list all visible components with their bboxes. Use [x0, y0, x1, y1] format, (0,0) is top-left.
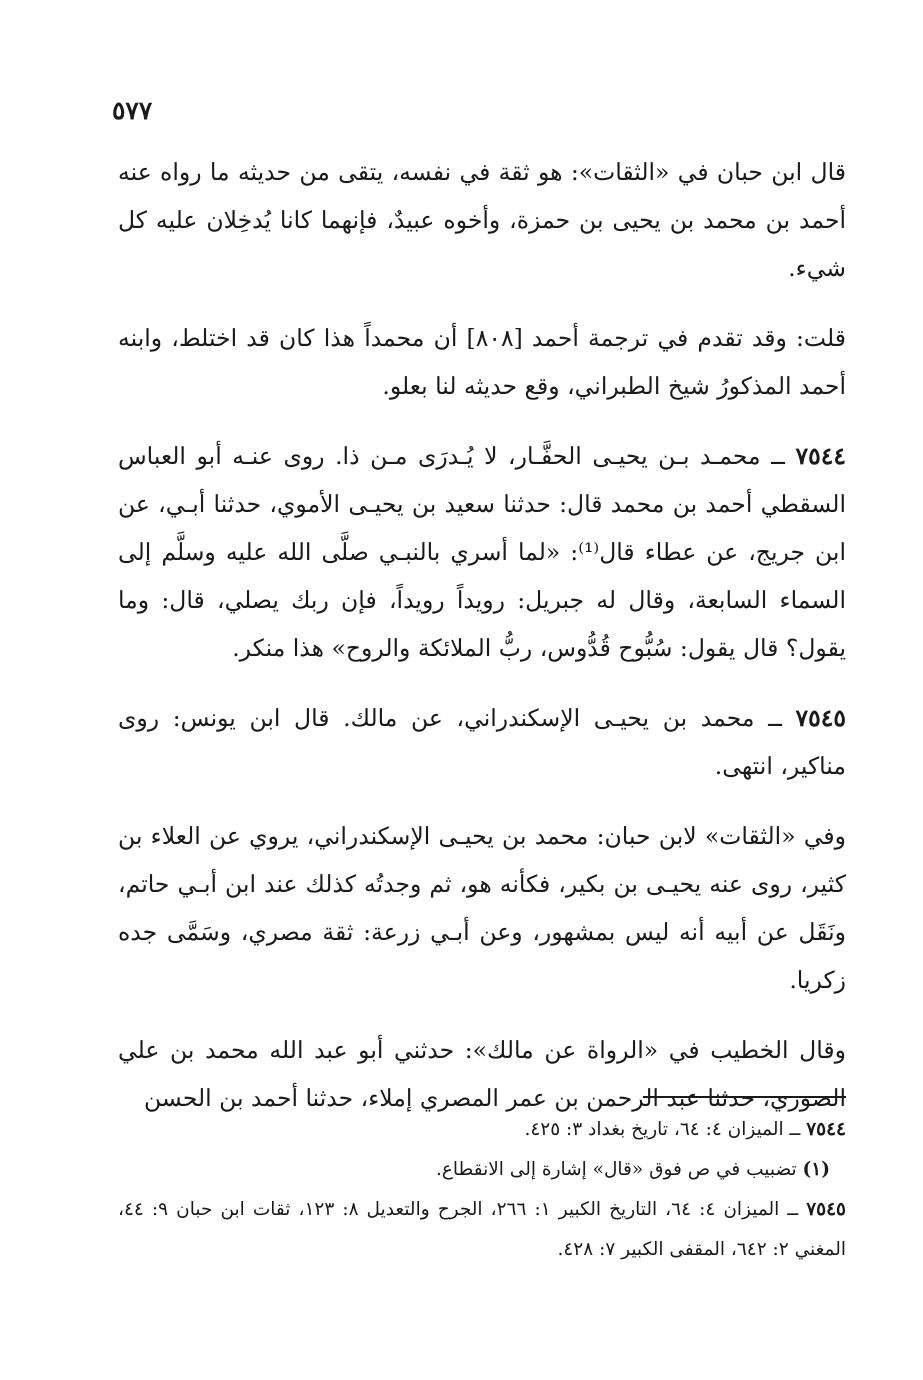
entry-number: ٧٥٤٤	[795, 442, 846, 470]
entry-7544	[118, 432, 846, 672]
entry-text: ــ محمـد بـن يحيـى الحفَّـار، لا يُـدرَى مـن ذا. روى عنـه أبو العباس السقطي أحمد بن محمد قال: حدثنا سعيد بن يحيـى الأموي، حدثنا أبـي، عن ابن جريج، عن عطاء قال⁽¹⁾: «لما أسري بالنبـي صلَّى الله عليه وسلَّم إلى السماء السابعة، وقال له جبريل: رويداً رويداً، فإن ربك يصلي، قال: وما يقول؟ قال يقول: سُبُّوح قُدُّوس، ربُّ الملائكة والروح» هذا منكر.	[118, 442, 846, 662]
paragraph-text: قلت: وقد تقدم في ترجمة أحمد [٨٠٨] أن محمداً هذا كان قد اختلط، وابنه أحمد المذكورُ شيخ الطبراني، وقع حديثه لنا بعلو.	[118, 324, 847, 400]
footnote-text: تضبيب في ص فوق «قال» إشارة إلى الانقطاع.	[435, 1159, 803, 1180]
footnote-1	[118, 1150, 846, 1190]
footnote-number: ٧٥٤٥	[806, 1199, 846, 1220]
footnote-text: ــ الميزان ٤: ٦٤، التاريخ الكبير ١: ٢٦٦، الجرح والتعديل ٨: ١٢٣، ثقات ابن حبان ٩: ٤٤، المغني ٢: ٦٤٢، المقفى الكبير ٧: ٤٢٨.	[118, 1199, 846, 1260]
page-number: ٥٧٧	[112, 96, 153, 125]
paragraph-text: وفي «الثقات» لابن حبان: محمد بن يحيـى الإسكندراني، يروي عن العلاء بن كثير، روى عنه يحيـى بن بكير، فكأنه هو، ثم وجدتُه كذلك عند ابن أبـي حاتم، ونَقَل عن أبيه أنه ليس بمشهور، وعن أبـي زرعة: ثقة مصري، وسَمَّى جده زكريا.	[118, 822, 846, 994]
paragraph-khatib	[118, 1026, 846, 1122]
footnote-number: (١)	[802, 1159, 830, 1180]
paragraph-text: وقال الخطيب في «الرواة عن مالك»: حدثني أبو عبد الله محمد بن علي الصوري، حدثنا عبد الرحمن بن عمر المصري إملاء، حدثنا أحمد بن الحسن	[118, 1036, 846, 1112]
footnote-7544	[118, 1110, 846, 1150]
entry-7545	[118, 694, 846, 790]
entry-text: ــ محمد بن يحيـى الإسكندراني، عن مالك. قال ابن يونس: روى مناكير، انتهى.	[118, 704, 846, 780]
entry-number: ٧٥٤٥	[795, 704, 846, 732]
footnote-number: ٧٥٤٤	[806, 1119, 846, 1140]
footnote-7545	[118, 1190, 846, 1270]
paragraph-ibn-hibban	[118, 148, 846, 292]
main-text	[118, 148, 846, 1144]
paragraph-text: قال ابن حبان في «الثقات»: هو ثقة في نفسه، يتقى من حديثه ما رواه عنه أحمد بن محمد بن يحيى بن حمزة، وأخوه عبيدٌ، فإنهما كانا يُدخِلان عليه كل شيء.	[118, 158, 846, 282]
footnotes	[118, 1110, 846, 1270]
footnote-separator	[643, 1096, 846, 1098]
paragraph-thiqat	[118, 812, 846, 1004]
footnote-text: ــ الميزان ٤: ٦٤، تاريخ بغداد ٣: ٤٢٥.	[524, 1119, 807, 1140]
paragraph-qultu	[118, 314, 846, 410]
